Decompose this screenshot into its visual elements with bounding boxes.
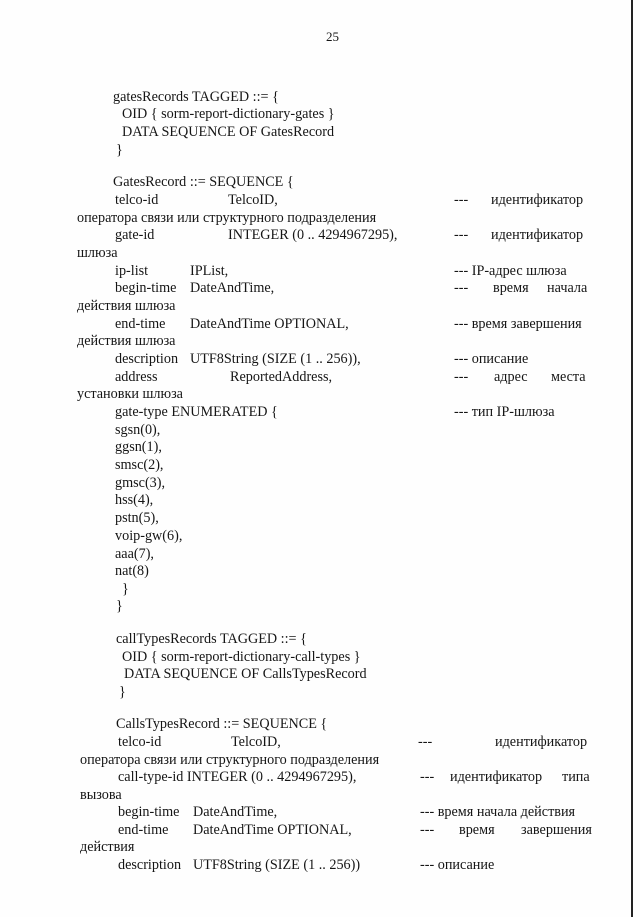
text-line: description [118, 857, 182, 873]
text-line: gatesRecords TAGGED ::= { [113, 89, 279, 105]
text-line: DateAndTime OPTIONAL, [193, 822, 352, 838]
text-line: --- тип IP-шлюза [454, 404, 555, 420]
text-line: nat(8) [115, 563, 149, 579]
text-line: --- [420, 769, 435, 785]
text-line: вызова [80, 787, 122, 803]
text-line: telco-id [118, 734, 162, 750]
text-line: установки шлюза [77, 386, 183, 402]
text-line: end-time [115, 316, 166, 332]
text-line: оператора связи или структурного подразделения [77, 210, 377, 226]
text-line: GatesRecord ::= SEQUENCE { [113, 174, 294, 190]
text-line: address [115, 369, 158, 385]
text-line: --- описание [454, 351, 529, 367]
text-line: --- [454, 192, 469, 208]
text-line: } [116, 598, 123, 614]
text-line: DATA SEQUENCE OF CallsTypesRecord [124, 666, 367, 682]
text-line: telco-id [115, 192, 159, 208]
text-line: TelcoID, [228, 192, 278, 208]
text-line: OID { sorm-report-dictionary-call-types } [122, 649, 361, 665]
text-line: действия шлюза [77, 298, 176, 314]
text-line: CallsTypesRecord ::= SEQUENCE { [116, 716, 328, 732]
text-line: завершения [521, 822, 592, 838]
text-line: DateAndTime, [193, 804, 278, 820]
text-line: --- время завершения [454, 316, 582, 332]
text-line: --- [454, 280, 469, 296]
text-line: hss(4), [115, 492, 154, 508]
text-line: начала [547, 280, 588, 296]
text-line: --- IP-адрес шлюза [454, 263, 567, 279]
page-number: 25 [326, 29, 339, 44]
text-line: end-time [118, 822, 169, 838]
text-line: действия [80, 839, 135, 855]
text-line: идентификатор [495, 734, 588, 750]
text-line: --- [420, 822, 435, 838]
page-edge-line [631, 0, 633, 917]
text-line: smsc(2), [115, 457, 164, 473]
text-line: оператора связи или структурного подразделения [80, 752, 380, 768]
text-line: действия шлюза [77, 333, 176, 349]
text-line: description [115, 351, 179, 367]
text-line: места [551, 369, 586, 385]
text-line: sgsn(0), [115, 422, 161, 438]
text-line: begin-time [118, 804, 180, 820]
text-line: время [459, 822, 495, 838]
text-line: begin-time [115, 280, 177, 296]
text-line: pstn(5), [115, 510, 159, 526]
text-line: call-type-id INTEGER (0 .. 4294967295), [118, 769, 357, 785]
text-line: ip-list [115, 263, 149, 279]
text-line: OID { sorm-report-dictionary-gates } [122, 106, 335, 122]
text-line: --- [454, 369, 469, 385]
text-line: идентификатор [491, 192, 584, 208]
text-line: шлюза [77, 245, 118, 261]
text-line: типа [562, 769, 590, 785]
text-line: } [116, 142, 123, 158]
text-line: DateAndTime, [190, 280, 275, 296]
text-line: ReportedAddress, [230, 369, 333, 385]
text-line: DateAndTime OPTIONAL, [190, 316, 349, 332]
text-line: INTEGER (0 .. 4294967295), [228, 227, 398, 243]
text-line: --- время начала действия [420, 804, 576, 820]
text-line: voip-gw(6), [115, 528, 183, 544]
text-line: UTF8String (SIZE (1 .. 256)), [190, 351, 361, 367]
text-line: идентификатор [491, 227, 584, 243]
text-line: TelcoID, [231, 734, 281, 750]
text-line: идентификатор [450, 769, 543, 785]
text-line: } [119, 684, 126, 700]
text-line: IPList, [190, 263, 229, 279]
text-line: --- [418, 734, 433, 750]
text-line: --- [454, 227, 469, 243]
text-line: адрес [494, 369, 528, 385]
text-line: время [493, 280, 529, 296]
text-line: gmsc(3), [115, 475, 166, 491]
text-line: gate-type ENUMERATED { [115, 404, 278, 420]
text-line: --- описание [420, 857, 495, 873]
text-line: gate-id [115, 227, 155, 243]
text-line: aaa(7), [115, 546, 154, 562]
text-line: } [122, 581, 129, 597]
text-line: DATA SEQUENCE OF GatesRecord [122, 124, 335, 140]
text-line: callTypesRecords TAGGED ::= { [116, 631, 307, 647]
text-line: ggsn(1), [115, 439, 162, 455]
text-line: UTF8String (SIZE (1 .. 256)) [193, 857, 361, 873]
